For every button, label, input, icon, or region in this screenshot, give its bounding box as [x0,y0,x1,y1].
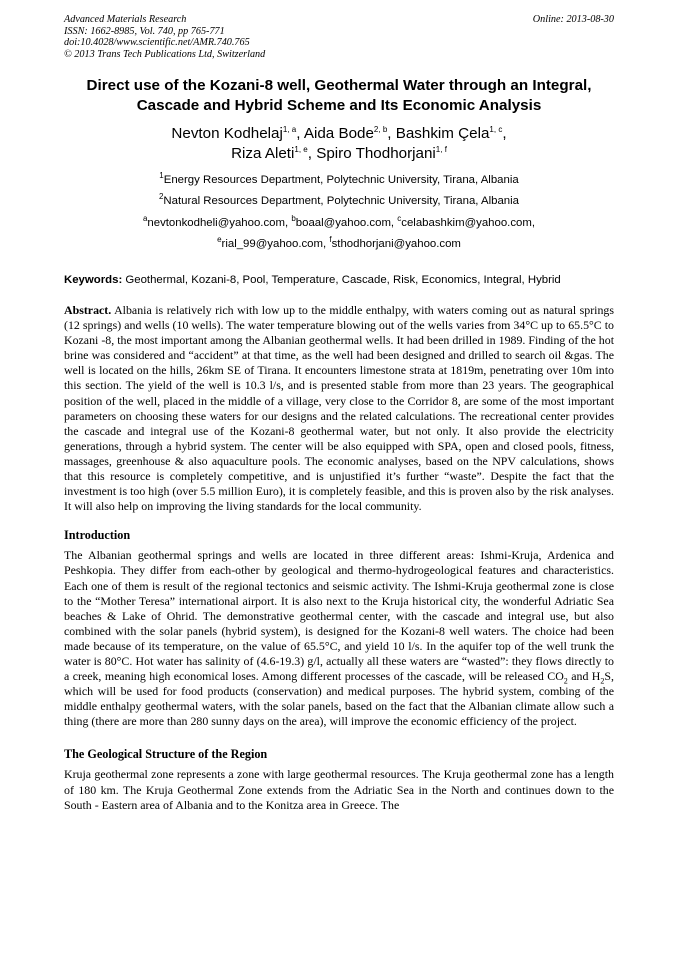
author-sup: 1, a [282,124,297,134]
email-link[interactable]: rial_99@yahoo.com, [221,238,330,250]
author-name: Bashkim Çela [395,125,490,142]
intro-text: S, which will be used for food products (conservation) and medical purposes. The hybrid system, combing of the middle enthalpy geothermal waters, with the solar panels, based on the fact that the Albanian climate allow such a thing (there are more than 280 sunny days on the area), will improve the economic efficiency of the project. [64,669,614,729]
author-sup: 1, e [294,144,308,154]
author-sup: 1, f [435,144,447,154]
journal-copyright: © 2013 Trans Tech Publications Ltd, Switzerland [64,48,266,60]
journal-doi: doi:10.4028/www.scientific.net/AMR.740.765 [64,37,250,48]
email-sup: e [217,235,222,245]
keywords [64,273,614,287]
affiliation-2 [64,191,614,212]
affiliation-sup: 2 [158,191,164,201]
affiliation-text: Natural Resources Department, Polytechnic University, Tirana, Albania [163,194,520,207]
affiliation-sup: 1 [159,171,164,181]
author-sep: , [307,145,317,162]
affiliation-1 [64,170,614,191]
journal-issn: ISSN: 1662-8985, Vol. 740, pp 765-771 [64,25,225,37]
introduction-paragraph [64,548,614,729]
journal-name: Advanced Materials Research [64,14,187,25]
email-line-2 [64,234,614,255]
email-sup: c [397,214,402,224]
author-sup: 2, b [373,124,388,134]
keywords-label: Keywords: [64,274,123,286]
section-heading-introduction: Introduction [64,528,131,543]
author-sep: , [387,125,396,142]
email-sup: b [291,214,296,224]
abstract-label: Abstract. [64,303,112,317]
author-list [64,124,614,164]
email-link[interactable]: sthodhorjani@yahoo.com [331,238,461,250]
geology-paragraph: Kruja geothermal zone represents a zone with large geothermal resources. The Kruja geothermal zone has a length of 180 km. The Kruja Geothermal Zone extends from the Adriatic Sea in the North and continues down to the South - Eastern area of Albania and to the Konitza area in Greece. The [64,767,614,812]
email-sup: a [142,214,148,224]
paper-title [64,76,614,116]
subscript: 2 [600,676,605,686]
title-line-2: Cascade and Hybrid Scheme and Its Economic Analysis [136,97,542,114]
author-name: Aida Bode [303,125,374,142]
affiliations [64,170,614,211]
abstract [64,303,614,514]
affiliation-text: Energy Resources Department, Polytechnic University, Tirana, Albania [163,174,519,186]
email-link[interactable]: boaal@yahoo.com, [295,217,398,229]
title-line-1: Direct use of the Kozani-8 well, Geothermal Water through an Integral, [86,77,592,94]
author-name: Riza Aleti [231,145,295,162]
author-line-1 [64,124,614,144]
author-sep: , [296,125,304,142]
author-name: Nevton Kodhelaj [171,125,283,142]
email-link[interactable]: nevtonkodheli@yahoo.com, [147,217,292,229]
author-line-2 [64,144,614,164]
paper-page [64,14,614,825]
journal-header [64,14,614,60]
author-name: Spiro Thodhorjani [316,145,436,162]
section-heading-geology: The Geological Structure of the Region [64,747,268,762]
journal-info [64,14,265,60]
subscript: 2 [563,676,568,686]
keywords-text: Geothermal, Kozani-8, Pool, Temperature, Cascade, Risk, Economics, Integral, Hybrid [122,274,561,286]
email-link[interactable]: celabashkim@yahoo.com, [401,217,536,229]
abstract-text: Albania is relatively rich with low up to the middle enthalpy, with waters coming out as natural springs (12 springs) and wells (10 wells). The water temperature blowing out of the wells varies from 34°C up to 65.5°C to Kozani -8, the most important among the Albanian geothermal wells. It had been drilled in 1989. Finding of the hot brine was considered and “accident” at that time, as the well had been designed and drilled to search oil &gas. The well is located on the hills, 26km SE of Tirana. It encounters limestone strata at 1819m, penetrating over 10m into this section. The yield of the well is 10.3 l/s, and is presented stable from more than 23 years. The geographical position of the well, placed in the middle of a village, very close to the Corridor 8, are some of the most important parameters on choosing these waters for our designs and the related calculations. The recreational center provides the cascade and integral use of the Kozani-8 geothermal water, but not only. It also provide the electricity generations, through a hybrid system. The center will be also equipped with SPA, open and closed pools, fitness, massages, greenhouse & also aquaculture pools. The economic analyses, based on the NPV calculations, shows that this resource is completely competitive, and is unjustified it’s further “waste”. Despite the fact that the investment is too high (over 5.5 million Euro), it is completely feasible, and this is proven also by the risk analyses. It will also help on improving the living standards for the local community. [64,303,614,514]
email-line-1 [64,213,614,234]
email-sup: f [329,235,332,245]
intro-text: The Albanian geothermal springs and wells are located in three different areas: Ishmi-Kruja, Ardenica and Peshkopia. They differ from each-other by geological and thermo-hydrogeological features and characteristics. Each one of them is result of the regional tectonics and seismic activity. The Ishmi-Kruja geothermal zone is close to the “Mother Teresa” international airport. It is also next to the Kruja historical city, the wonderful Adriatic Sea beaches & Lake of Ohrid. The demonstrative geothermal center, with the cascade and integral use, but also combined with the solar panels (hybrid system), is designed for the Kozani-8 well waters. The choice had been made because of its temperature, on the value of 65.5°C, and yield 10 l/s. In the aquifer top of the well trunk the water is 80°C. Hot water has salinity of (4.6-19.3) g/l, actually all these waters are “wasted”: they flows directly to a creek, meaning high economical loses. Among different processes of the cascade, will be released CO [64,548,614,684]
author-sup: 1, c [489,124,503,134]
online-date: Online: 2013-08-30 [532,14,614,25]
intro-text: and H [567,669,601,684]
author-emails [64,213,614,255]
author-sep: , [502,125,507,142]
